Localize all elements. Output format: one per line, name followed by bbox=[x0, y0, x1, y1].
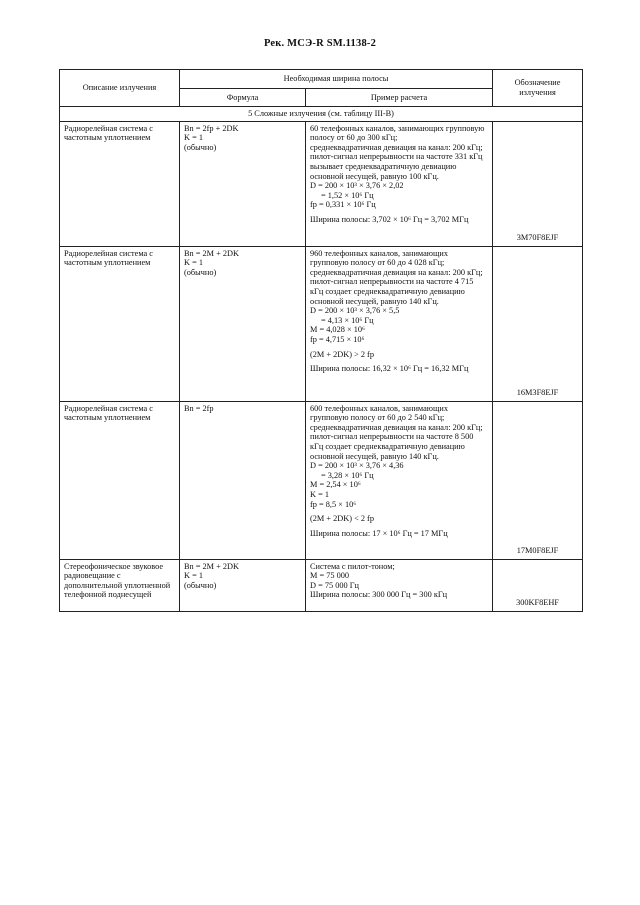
section-title: 5 Сложные излучения (см. таблицу III-B) bbox=[60, 107, 583, 122]
example-text: (2M + 2DK) > 2 fp bbox=[310, 349, 374, 359]
example-text: M = 4,028 × 10⁶ bbox=[310, 325, 365, 335]
row-formula bbox=[180, 401, 306, 559]
row-example bbox=[306, 401, 493, 559]
bandwidth-result: Ширина полосы: 3,702 × 10⁶ Гц = 3,702 МГц bbox=[310, 214, 469, 224]
example-text: M = 75 000 bbox=[310, 571, 350, 581]
row-description: Радиорелейная система с частотным уплотнением bbox=[60, 246, 180, 401]
example-text: fp = 0,331 × 10⁶ Гц bbox=[310, 200, 376, 210]
formula-line: Bn = 2M + 2DK bbox=[184, 561, 239, 571]
example-text: Система с пилот-тоном; bbox=[310, 561, 395, 571]
example-text: среднеквадратичная девиация на канал: 200 кГц; bbox=[310, 267, 483, 277]
example-text: = 3,28 × 10⁶ Гц bbox=[321, 470, 374, 480]
row-designation: 300KF8EHF bbox=[493, 559, 583, 611]
row-example bbox=[306, 121, 493, 246]
row-designation: 17M0F8EJF bbox=[493, 401, 583, 559]
example-text: среднеквадратичная девиация на канал: 200 кГц; пилот-сигнал непрерывности на частоте 331 кГц вызывает среднеквадратичную девиацию основной несущей, равную 100 кГц. bbox=[310, 142, 483, 181]
page-header: Рек. МСЭ-R SM.1138-2 bbox=[263, 38, 377, 49]
table-row bbox=[60, 559, 583, 611]
example-text: (2M + 2DK) < 2 fp bbox=[310, 514, 374, 524]
example-text: = 4,13 × 10⁶ Гц bbox=[321, 315, 374, 325]
row-formula bbox=[180, 246, 306, 401]
example-text: D = 200 × 10³ × 3,76 × 4,36 bbox=[310, 461, 404, 471]
row-example bbox=[306, 559, 493, 611]
table-row bbox=[60, 246, 583, 401]
example-text: fp = 8,5 × 10⁶ bbox=[310, 499, 357, 509]
row-description: Стереофоническое звуковое радиовещание с дополнительной уплотненной телефонной поднесущей bbox=[60, 559, 180, 611]
row-formula bbox=[180, 121, 306, 246]
formula-line: Bn = 2M + 2DK bbox=[184, 248, 239, 258]
row-description: Радиорелейная система с частотным уплотнением bbox=[60, 121, 180, 246]
bandwidth-result: Ширина полосы: 16,32 × 10⁶ Гц = 16,32 МГц bbox=[310, 364, 469, 374]
table-row bbox=[60, 401, 583, 559]
example-text: D = 200 × 10³ × 3,76 × 5,5 bbox=[310, 306, 400, 316]
example-text: пилот-сигнал непрерывности на частоте 8 500 кГц создает среднеквадратичную девиацию основной несущей, равную 140 кГц. bbox=[310, 432, 474, 461]
header-designation: Обозначение излучения bbox=[493, 70, 583, 107]
bandwidth-result: Ширина полосы: 17 × 10⁶ Гц = 17 МГц bbox=[310, 528, 448, 538]
formula-line: Bn = 2fp bbox=[184, 403, 214, 413]
example-text: среднеквадратичная девиация на канал: 200 кГц; bbox=[310, 422, 483, 432]
bandwidth-result: Ширина полосы: 300 000 Гц = 300 кГц bbox=[310, 590, 448, 600]
header-formula: Формула bbox=[180, 89, 306, 107]
row-description: Радиорелейная система с частотным уплотнением bbox=[60, 401, 180, 559]
row-designation: 3M70F8EJF bbox=[493, 121, 583, 246]
example-text: fp = 4,715 × 10⁶ bbox=[310, 334, 365, 344]
header-bandwidth: Необходимая ширина полосы bbox=[180, 70, 493, 89]
formula-line: (обычно) bbox=[184, 580, 217, 590]
header-description: Описание излучения bbox=[60, 70, 180, 107]
emission-table bbox=[59, 69, 583, 612]
example-text: = 1,52 × 10⁶ Гц bbox=[321, 190, 374, 200]
example-text: D = 75 000 Гц bbox=[310, 580, 359, 590]
example-text: M = 2,54 × 10⁶ bbox=[310, 480, 361, 490]
formula-line: K = 1 bbox=[184, 258, 203, 268]
example-text: пилот-сигнал непрерывности на частоте 4 715 кГц создает среднеквадратичную девиацию основной несущей, равную 140 кГц. bbox=[310, 277, 474, 306]
table-row bbox=[60, 121, 583, 246]
formula-line: (обычно) bbox=[184, 142, 217, 152]
header-example: Пример расчета bbox=[306, 89, 493, 107]
formula-line: Bn = 2fp + 2DK bbox=[184, 123, 239, 133]
example-text: D = 200 × 10³ × 3,76 × 2,02 bbox=[310, 181, 404, 191]
formula-line: K = 1 bbox=[184, 571, 203, 581]
example-text: 60 телефонных каналов, занимающих групповую полосу от 60 до 300 кГц; bbox=[310, 123, 485, 143]
formula-line: K = 1 bbox=[184, 133, 203, 143]
row-example bbox=[306, 246, 493, 401]
row-designation: 16M3F8EJF bbox=[493, 246, 583, 401]
example-text: K = 1 bbox=[310, 489, 329, 499]
formula-line: (обычно) bbox=[184, 267, 217, 277]
row-formula bbox=[180, 559, 306, 611]
example-text: 600 телефонных каналов, занимающих групповую полосу от 60 до 2 540 кГц; bbox=[310, 403, 448, 423]
example-text: 960 телефонных каналов, занимающих групповую полосу от 60 до 4 028 кГц; bbox=[310, 248, 448, 268]
